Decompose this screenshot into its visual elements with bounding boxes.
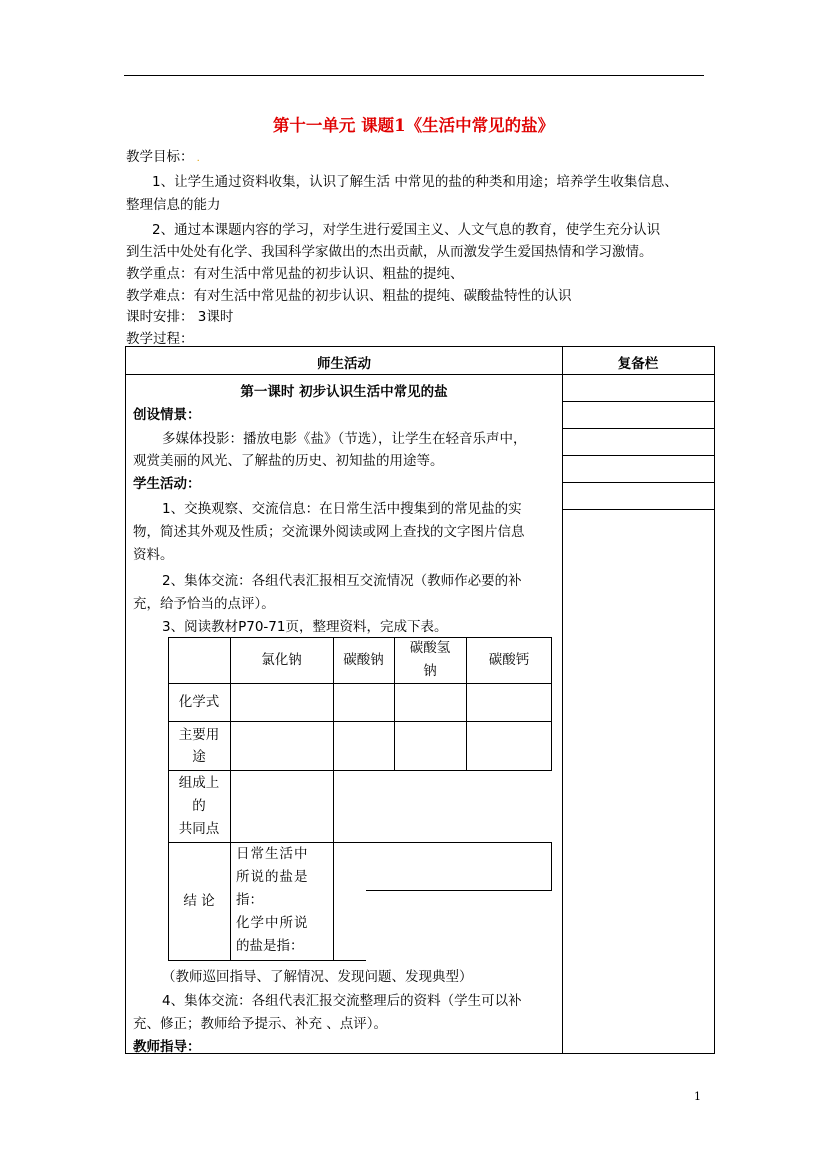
goal2-line1: 2、通过本课题内容的学习，对学生进行爱国主义、人文气息的教育，使学生充分认识: [152, 222, 661, 238]
review-row-line: [562, 455, 714, 456]
inner-rule: [168, 842, 552, 843]
header-nahco3-2: 钠: [423, 663, 437, 679]
row-use-1: 主要用: [178, 727, 220, 743]
row-common-2: 的: [192, 798, 206, 814]
row-use-2: 途: [192, 749, 206, 765]
row-formula: 化学式: [178, 694, 220, 710]
review-row-line: [562, 482, 714, 483]
teacher-label: 教师指导：: [133, 1039, 201, 1055]
lesson-table: [125, 346, 715, 1054]
activity1-line2: 物，简述其外观及性质；交流课外阅读或网上查找的文字图片信息: [133, 524, 525, 540]
inner-rule: [168, 770, 552, 771]
difficulties: 教学难点：有对生活中常见盐的初步认识、粗盐的提纯、碳酸盐特性的认识: [126, 288, 572, 304]
salt-summary-table: [168, 637, 552, 961]
marker-dot: .: [193, 153, 200, 164]
conclusion-line3: 指：: [236, 892, 263, 908]
header-nacl: 氯化钠: [261, 652, 302, 668]
col-header-activities: 师生活动: [317, 356, 371, 372]
activity2-line2: 充，给予恰当的点评）。: [133, 596, 275, 612]
inner-rule: [168, 637, 552, 638]
schedule: 课时安排： 3课时: [126, 309, 234, 325]
lesson-title: 第一课时 初步认识生活中常见的盐: [240, 384, 448, 400]
col-header-review: 复备栏: [617, 356, 659, 372]
activity4-line2: 充、修正；教师给予提示、补充 、点评）。: [133, 1016, 388, 1032]
review-row-line: [562, 428, 714, 429]
header-rule: [124, 75, 704, 76]
header-rule-row: [126, 374, 714, 375]
conclusion-line1: 日常生活中: [236, 846, 309, 862]
conclusion-line5: 的盐是指：: [236, 938, 304, 954]
goal1-line1: 1、让学生通过资料收集，认识了解生活 中常见的盐的种类和用途；培养学生收集信息、: [152, 174, 678, 190]
row-common-3: 共同点: [178, 821, 220, 837]
goal2-line2: 到生活中处处有化学、我国科学家做出的杰出贡献，从而激发学生爱国热情和学习激情。: [126, 244, 653, 260]
key-points: 教学重点：有对生活中常见盐的初步认识、粗盐的提纯、: [126, 266, 464, 282]
review-row-line: [562, 509, 714, 510]
header-na2co3: 碳酸钠: [343, 652, 384, 668]
header-caco3: 碳酸钙: [488, 652, 530, 668]
column-divider: [562, 347, 563, 1053]
process-label: 教学过程：: [126, 331, 194, 347]
activity3: 3、阅读教材P70-71页，整理资料，完成下表。: [162, 619, 448, 635]
scenario-label: 创设情景：: [133, 407, 201, 423]
goal1-line2: 整理信息的能力: [126, 197, 221, 213]
conclusion-line4: 化学中所说: [236, 915, 309, 931]
inner-rule: [366, 890, 552, 891]
inner-col: [333, 637, 334, 961]
activity1-line1: 1、交换观察、交流信息：在日常生活中搜集到的常见盐的实: [162, 501, 522, 517]
review-row-line: [562, 401, 714, 402]
activity2-line1: 2、集体交流：各组代表汇报相互交流情况（教师作必要的补: [162, 573, 522, 589]
scenario-line2: 观赏美丽的风光、了解盐的历史、初知盐的用途等。: [133, 453, 444, 469]
teacher-guidance-note: （教师巡回指导、了解情况、发现问题、发现典型）: [162, 969, 473, 985]
row-conclusion: 结 论: [183, 893, 215, 909]
inner-rule: [168, 960, 366, 961]
goals-label: 教学目标： .: [126, 149, 200, 165]
activity1-line3: 资料。: [133, 547, 174, 563]
activity-label: 学生活动：: [133, 476, 201, 492]
scenario-line1: 多媒体投影：播放电影《盐》（节选），让学生在轻音乐声中，: [162, 431, 527, 447]
activity4-line1: 4、集体交流：各组代表汇报交流整理后的资料（学生可以补: [162, 993, 522, 1009]
header-nahco3-1: 碳酸氢: [409, 640, 451, 656]
conclusion-line2: 所说的盐是: [236, 869, 309, 885]
page-title: 第十一单元 课题1《生活中常见的盐》: [272, 116, 555, 135]
inner-rule: [168, 683, 552, 684]
inner-rule: [168, 721, 552, 722]
row-common-1: 组成上: [178, 775, 220, 791]
page-number: 1: [694, 1090, 701, 1103]
inner-col: [551, 842, 552, 891]
inner-col: [230, 637, 231, 961]
